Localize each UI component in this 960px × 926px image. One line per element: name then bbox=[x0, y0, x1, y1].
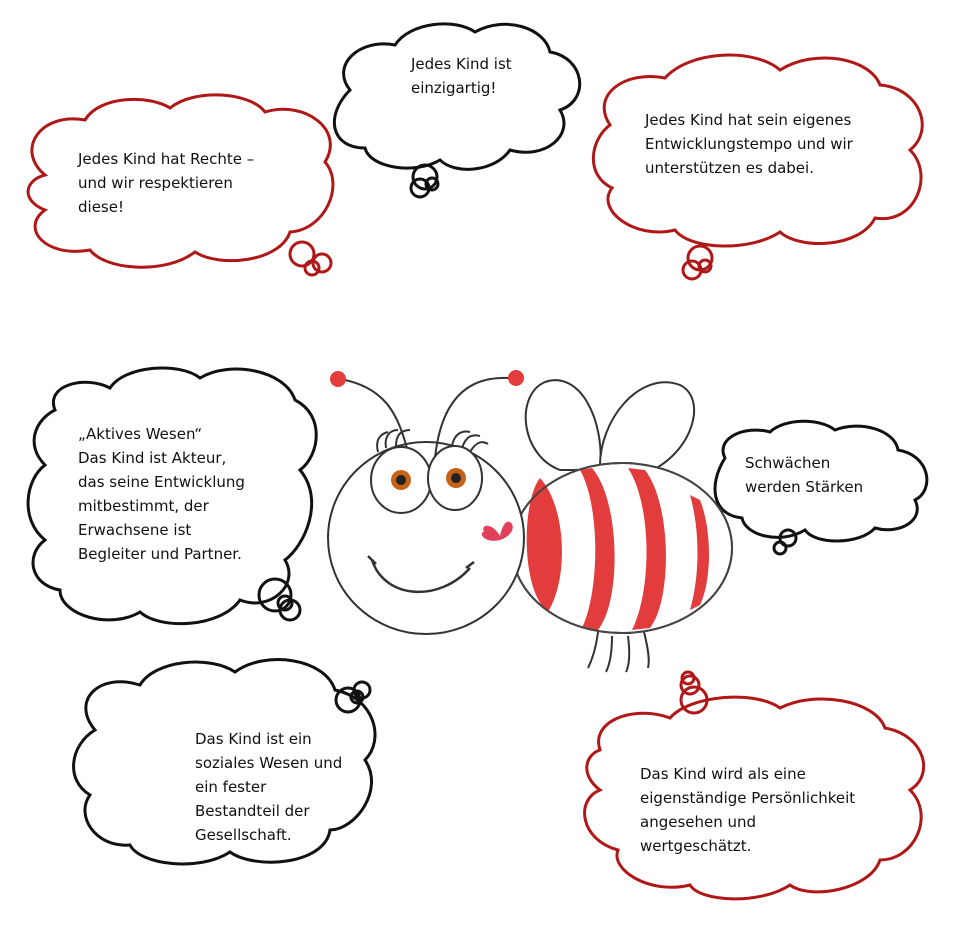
cloud-staerken-text bbox=[745, 451, 863, 499]
cloud-text-line: soziales Wesen und bbox=[195, 754, 343, 772]
cloud-text-line: Das Kind wird als eine bbox=[640, 765, 806, 783]
cloud-text-line: ein fester bbox=[195, 778, 267, 796]
cloud-text-line: und wir respektieren bbox=[78, 174, 233, 192]
cloud-text-line: Das Kind ist ein bbox=[195, 730, 312, 748]
cloud-rechte-text bbox=[78, 147, 254, 219]
cloud-text-line: Entwicklungstempo und wir bbox=[645, 135, 853, 153]
cloud-text-line: Begleiter und Partner. bbox=[78, 545, 242, 563]
cloud-text-line: einzigartig! bbox=[411, 79, 497, 97]
cloud-sozial-text bbox=[195, 727, 342, 847]
cloud-text-line: Jedes Kind hat Rechte – bbox=[78, 150, 255, 168]
cloud-text-line: eigenständige Persönlichkeit bbox=[640, 789, 856, 807]
cloud-rechte-tail bbox=[290, 242, 331, 275]
cloud-text-line: Erwachsene ist bbox=[78, 521, 192, 539]
cloud-text-line: werden Stärken bbox=[745, 478, 864, 496]
cloud-text-line: unterstützen es dabei. bbox=[645, 159, 814, 177]
bee-legs bbox=[588, 632, 649, 672]
cloud-text-line: Das Kind ist Akteur, bbox=[78, 449, 227, 467]
cloud-persoenlichkeit-text bbox=[640, 762, 855, 858]
cloud-einzigartig-tail bbox=[411, 165, 438, 197]
cloud-text-line: Bestandteil der bbox=[195, 802, 310, 820]
cloud-text-line: das seine Entwicklung bbox=[78, 473, 245, 491]
cloud-text-line: „Aktives Wesen“ bbox=[78, 425, 203, 443]
cloud-einzigartig-text bbox=[411, 52, 512, 100]
cloud-text-line: Schwächen bbox=[745, 454, 831, 472]
cloud-text-line: mitbestimmt, der bbox=[78, 497, 209, 515]
bee-wings bbox=[526, 380, 694, 475]
cloud-text-line: Jedes Kind ist bbox=[411, 55, 512, 73]
cloud-text-line: wertgeschätzt. bbox=[640, 837, 752, 855]
cloud-text-line: diese! bbox=[78, 198, 124, 216]
bee-wing-right bbox=[600, 382, 694, 475]
cloud-aktiv-text bbox=[78, 422, 245, 566]
cloud-tempo-tail bbox=[683, 246, 712, 279]
cloud-tempo-text bbox=[645, 108, 853, 180]
cloud-text-line: angesehen und bbox=[640, 813, 757, 831]
bee-body bbox=[512, 463, 732, 633]
cloud-einzigartig bbox=[334, 24, 579, 197]
bee-illustration bbox=[328, 370, 732, 672]
cloud-text-line: Jedes Kind hat sein eigenes bbox=[645, 111, 852, 129]
cloud-text-line: Gesellschaft. bbox=[195, 826, 292, 844]
bee-wing-left bbox=[526, 380, 601, 470]
